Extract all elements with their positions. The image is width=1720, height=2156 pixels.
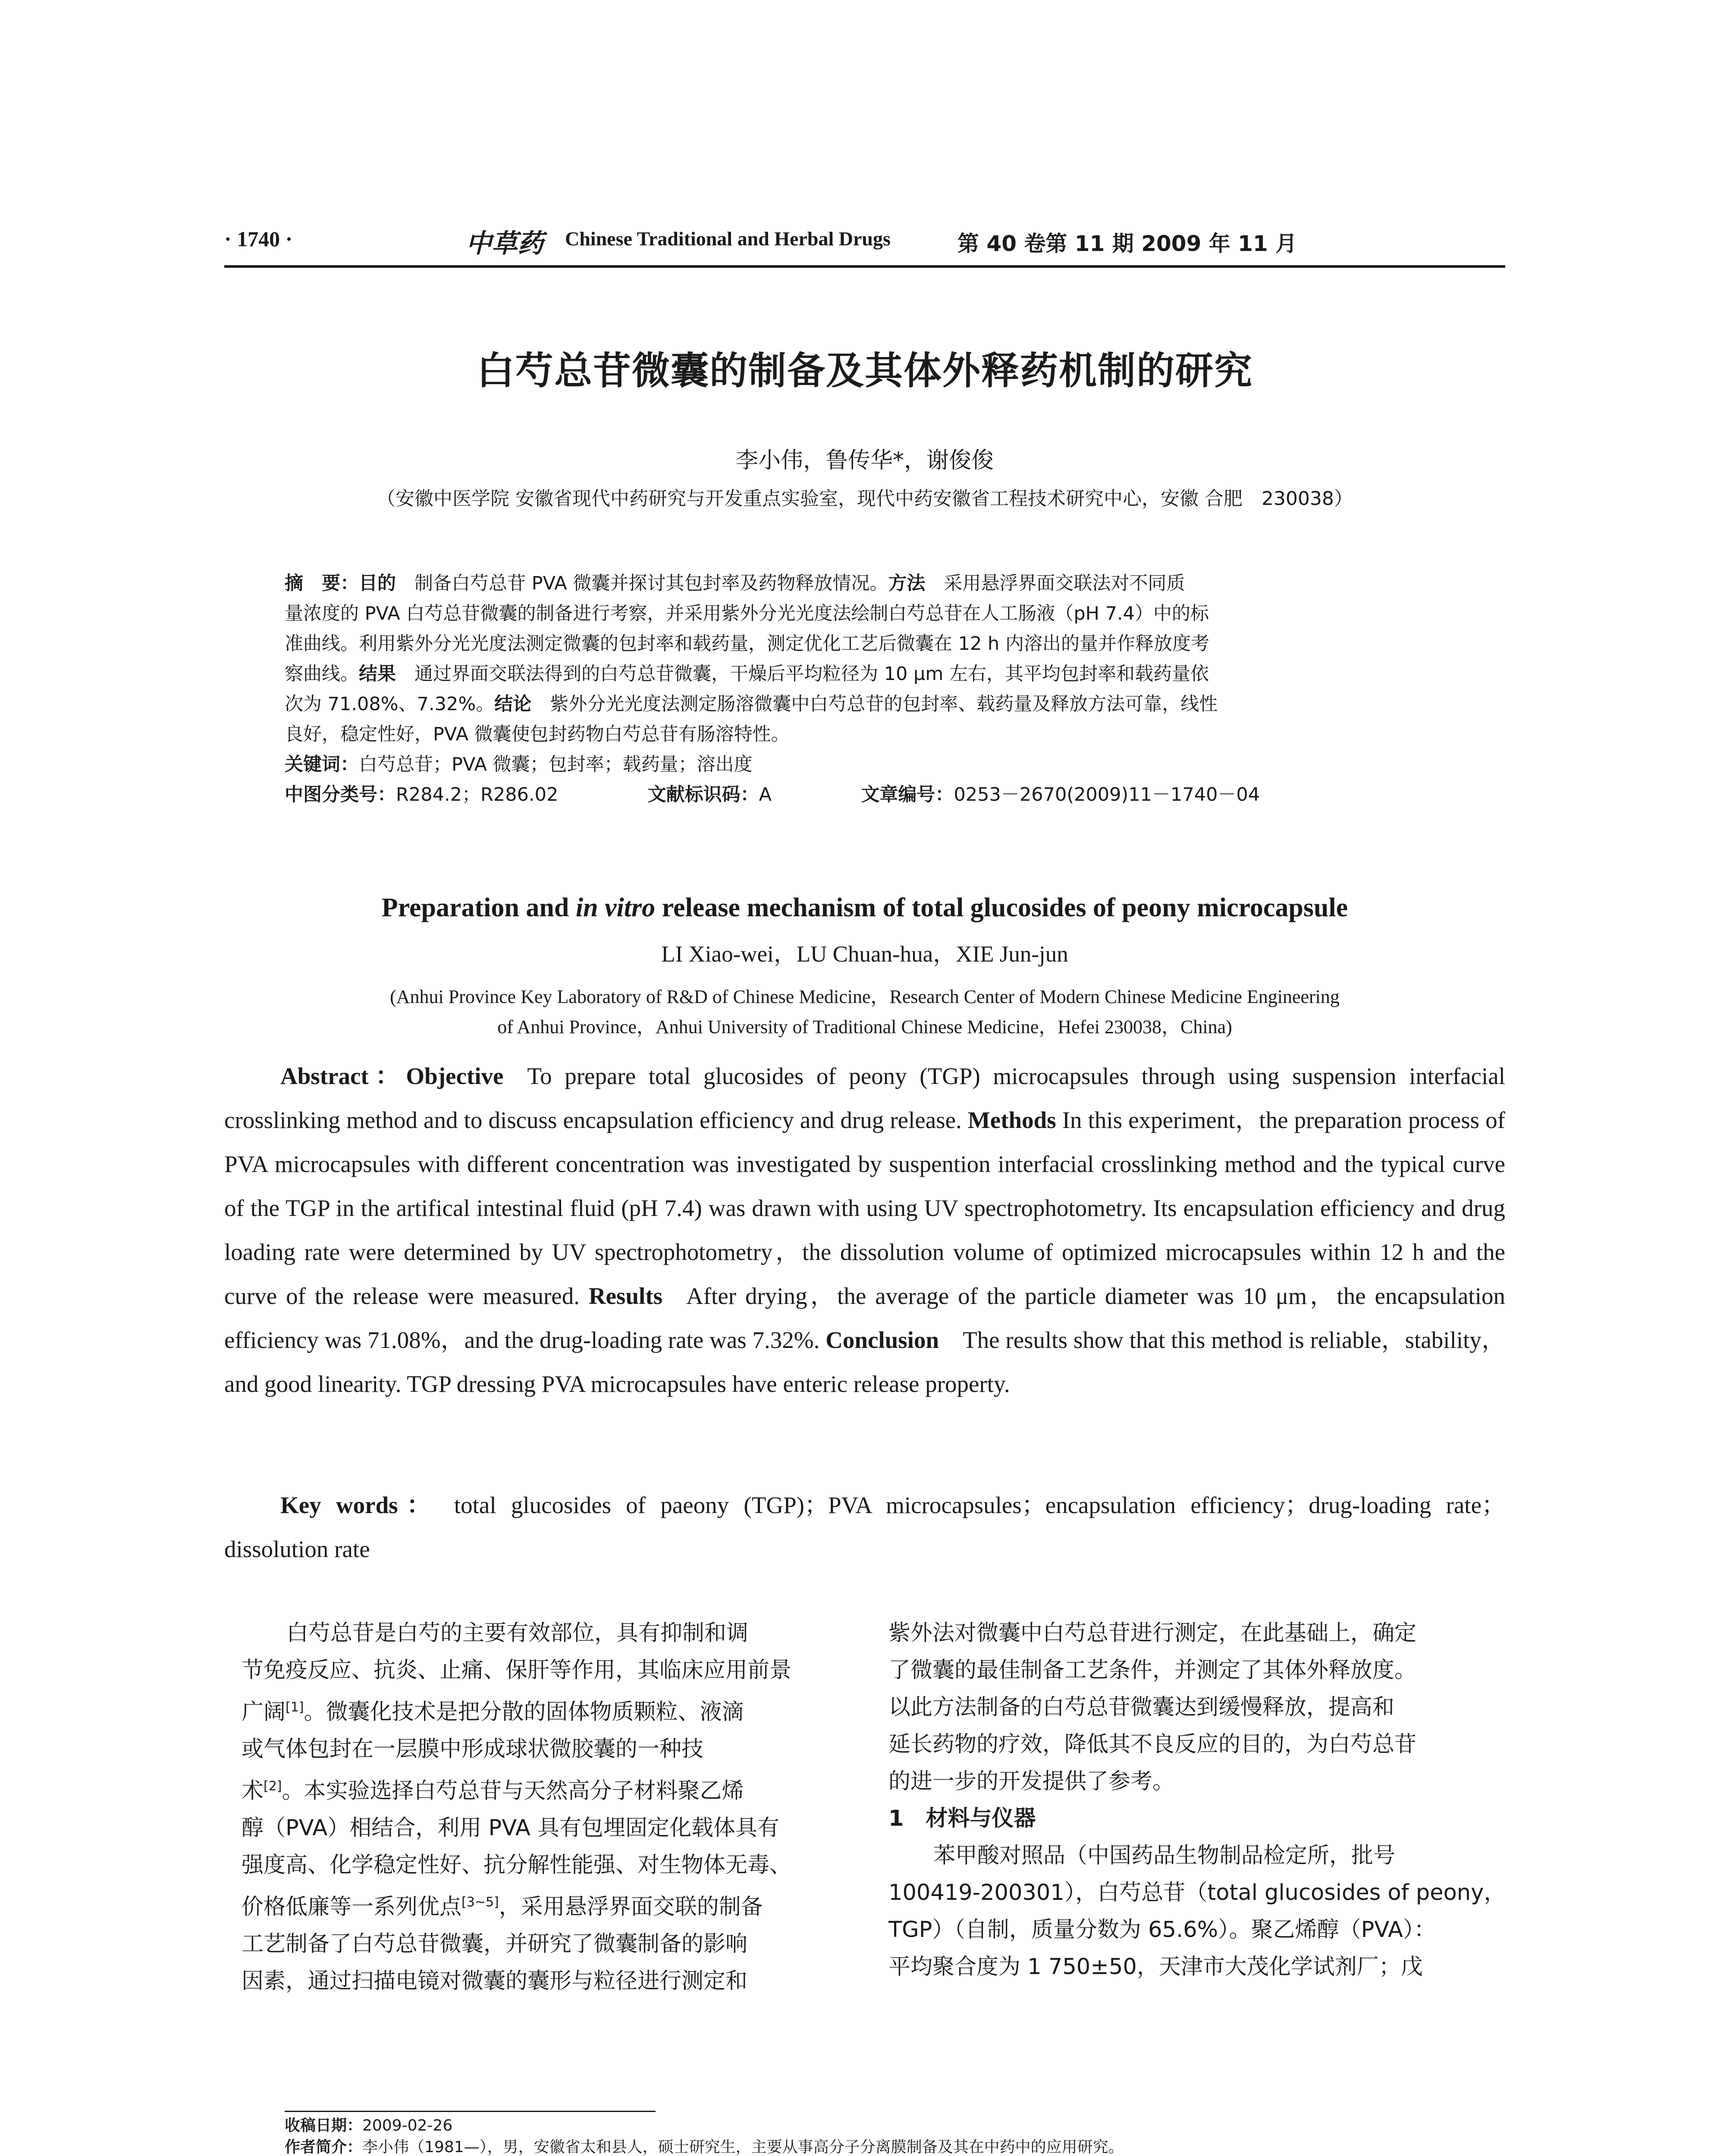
article-no-value: 0253－2670(2009)11－1740－04 [954, 784, 1260, 805]
author-bio [285, 2137, 1492, 2156]
doc-code-label: 文献标识码： [647, 784, 759, 805]
objective-label-en: Objective [406, 1063, 504, 1089]
classification-line [285, 783, 1501, 807]
methods-label-cn: 方法 [888, 573, 926, 594]
methods-label-en: Methods [967, 1107, 1056, 1133]
body-line: 醇（PVA）相结合，利用 PVA 具有包埋固定化载体具有 [242, 1815, 779, 1841]
footnotes [285, 2115, 1492, 2156]
title-en-italic: in vitro [575, 893, 656, 922]
body-line: 强度高、化学稳定性好、抗分解性能强、对生物体无毒、 [242, 1852, 792, 1878]
abstract-cn-text: 次为 71.08%、7.32%。 [285, 693, 495, 715]
body-line: 苯甲酸对照品（中国药品生物制品检定所，批号 [933, 1843, 1396, 1868]
abstract-en-label: Abstract： [280, 1063, 406, 1089]
abstract-cn-text: 紫外分光光度法测定肠溶微囊中白芍总苷的包封率、载药量及释放方法可靠，线性 [531, 693, 1218, 715]
running-header [224, 218, 1505, 270]
conclusion-text-en: The results show that this method is reliable，stability，and good linearity. TGP dressing PVA microcapsules have enteric release property. [224, 1327, 1505, 1397]
abstract-cn-line-2: 量浓度的 PVA 白芍总苷微囊的制备进行考察，并采用紫外分光光度法绘制白芍总苷在人工肠液（pH 7.4）中的标 [285, 603, 1209, 624]
methods-text-en: In this experiment，the preparation process of PVA microcapsules with different concentration was investigated by suspention interfacial crosslinking method and the typical curve of the TGP in the artifical intestinal fluid (pH 7.4) was drawn with using UV spectrophotometry. Its encapsulation efficiency and drug loading rate were determined by UV spectrophotometry，the dissolution volume of optimized microcapsules within 12 h and the curve of the release were measured. [224, 1107, 1506, 1309]
title-en-part: Preparation and [381, 893, 576, 922]
title-en-part: release mechanism of total glucosides of peony microcapsule [655, 893, 1348, 922]
body-line: 平均聚合度为 1 750±50，天津市大茂化学试剂厂；戊 [888, 1954, 1423, 1980]
body-text: 广阔 [242, 1699, 286, 1725]
body-line: 延长药物的疗效，降低其不良反应的目的，为白芍总苷 [888, 1732, 1417, 1757]
body-line: 节免疫反应、抗炎、止痛、保肝等作用，其临床应用前景 [242, 1658, 792, 1683]
body-line: 以此方法制备的白芍总苷微囊达到缓慢释放，提高和 [888, 1695, 1395, 1720]
abstract-cn-line-4 [285, 662, 1501, 686]
keywords-cn [285, 752, 1501, 777]
body-line: 工艺制备了白芍总苷微囊，并研究了微囊制备的影响 [242, 1931, 748, 1957]
journal-name-cn: 中草药 [466, 229, 543, 259]
received-date [285, 2115, 1492, 2137]
bio-label: 作者简介： [285, 2138, 363, 2156]
body-line: 了微囊的最佳制备工艺条件，并测定了其体外释放度。 [888, 1658, 1417, 1683]
paper-title-en [224, 893, 1505, 923]
conclusion-label-cn: 结论 [494, 693, 532, 715]
body-line [242, 1689, 854, 1731]
paper-title-cn: 白芍总苷微囊的制备及其体外释药机制的研究 [476, 348, 1253, 393]
objective-label-cn: 目的 [359, 573, 396, 594]
bio-text: 李小伟（1981—），男，安徽省太和县人，硕士研究生，主要从事高分子分离膜制备及其在中药中的应用研究。 [362, 2138, 1124, 2156]
body-line [242, 1768, 854, 1810]
body-line: 因素，通过扫描电镜对微囊的囊形与粒径进行测定和 [242, 1968, 748, 1994]
body-text: ，采用悬浮界面交联的制备 [499, 1894, 763, 1920]
header-rule [224, 265, 1505, 268]
body-column-left [242, 1615, 854, 2000]
body-text: 价格低廉等一系列优点 [242, 1894, 462, 1920]
abstract-cn-text: 通过界面交联法得到的白芍总苷微囊，干燥后平均粒径为 10 μm 左右，其平均包封率和载药量依 [396, 663, 1209, 685]
abstract-cn-text: 采用悬浮界面交联法对不同质 [925, 573, 1185, 594]
keywords-cn-label: 关键词： [285, 754, 359, 775]
article-no-label: 文章编号： [861, 784, 954, 805]
body-column-right [888, 1615, 1505, 1986]
abstract-cn-label: 摘 要： [285, 573, 359, 594]
affiliation-en-line-1: (Anhui Province Key Laboratory of R&D of Chinese Medicine，Research Center of Modern Chinese Medicine Engineering [390, 986, 1340, 1007]
authors-cn: 李小伟，鲁传华*，谢俊俊 [735, 448, 994, 473]
doc-code-value: A [759, 784, 772, 805]
journal-name-en: Chinese Traditional and Herbal Drugs [565, 228, 891, 250]
body-text: 。微囊化技术是把分散的固体物质颗粒、液滴 [304, 1699, 744, 1725]
volume-issue: 第 40 卷第 11 期 2009 年 11 月 [957, 231, 1297, 256]
received-value: 2009-02-26 [362, 2117, 453, 2134]
abstract-en [224, 1054, 1505, 1406]
body-line: 紫外法对微囊中白芍总苷进行测定，在此基础上，确定 [888, 1620, 1417, 1646]
results-label-cn: 结果 [359, 663, 396, 685]
citation-ref: [3~5] [461, 1895, 499, 1910]
section-heading: 1 材料与仪器 [888, 1806, 1036, 1831]
authors-en: LI Xiao-wei，LU Chuan-hua，XIE Jun-jun [661, 942, 1068, 967]
footnote-rule [285, 2111, 656, 2112]
abstract-cn-line-5 [285, 692, 1501, 716]
keywords-cn-text: 白芍总苷；PVA 微囊；包封率；载药量；溶出度 [359, 754, 753, 775]
clc-value: R284.2；R286.02 [396, 784, 559, 805]
abstract-cn-text: 制备白芍总苷 PVA 微囊并探讨其包封率及药物释放情况。 [396, 573, 888, 594]
results-label-en: Results [588, 1283, 663, 1309]
conclusion-label-en: Conclusion [825, 1327, 939, 1353]
keywords-en-text: total glucosides of paeony (TGP)；PVA microcapsules；encapsulation efficiency；drug-loading rate；dissolution rate [224, 1492, 1505, 1562]
body-line: TGP）（自制，质量分数为 65.6%）。聚乙烯醇（PVA）： [888, 1917, 1436, 1943]
results-text-en: After drying，the average of the particle diameter was 10 μm，the encapsulation efficiency was 71.08%，and the drug-loading rate was 7.32%. [224, 1283, 1505, 1353]
abstract-cn-line-1 [285, 571, 1501, 595]
affiliation-en-line-2: of Anhui Province，Anhui University of Traditional Chinese Medicine，Hefei 230038，China) [497, 1016, 1232, 1037]
body-text: 。本实验选择白芍总苷与天然高分子材料聚乙烯 [282, 1778, 744, 1804]
citation-ref: [1] [286, 1700, 304, 1715]
keywords-en [224, 1483, 1505, 1571]
body-line: 或气体包封在一层膜中形成球状微胶囊的一种技 [242, 1736, 704, 1762]
body-line: 白芍总苷是白芍的主要有效部位，具有抑制和调 [286, 1620, 749, 1646]
received-label: 收稿日期： [285, 2117, 363, 2134]
abstract-cn-line-3: 准曲线。利用紫外分光光度法测定微囊的包封率和载药量，测定优化工艺后微囊在 12 h 内溶出的量并作释放度考 [285, 633, 1209, 655]
body-line: 的进一步的开发提供了参考。 [888, 1769, 1175, 1794]
page-number: · 1740 · [224, 227, 293, 251]
citation-ref: [2] [264, 1779, 282, 1794]
keywords-en-label: Key words： [280, 1492, 439, 1518]
body-line: 100419-200301），白芍总苷（total glucosides of peony， [888, 1880, 1506, 1905]
body-line [242, 1884, 854, 1926]
body-text: 术 [242, 1778, 264, 1804]
affiliation-cn: （安徽中医学院 安徽省现代中药研究与开发重点实验室，现代中药安徽省工程技术研究中心，安徽 合肥 230038） [377, 488, 1353, 510]
objective-text-en: To prepare total glucosides of peony (TGP) microcapsules through using suspension interfacial crosslinking method and to discuss encapsulation efficiency and drug release. [224, 1063, 1506, 1133]
clc-label: 中图分类号： [285, 784, 396, 805]
abstract-cn-line-6: 良好，稳定性好，PVA 微囊使包封药物白芍总苷有肠溶特性。 [285, 724, 790, 745]
abstract-cn-text: 察曲线。 [285, 663, 359, 685]
